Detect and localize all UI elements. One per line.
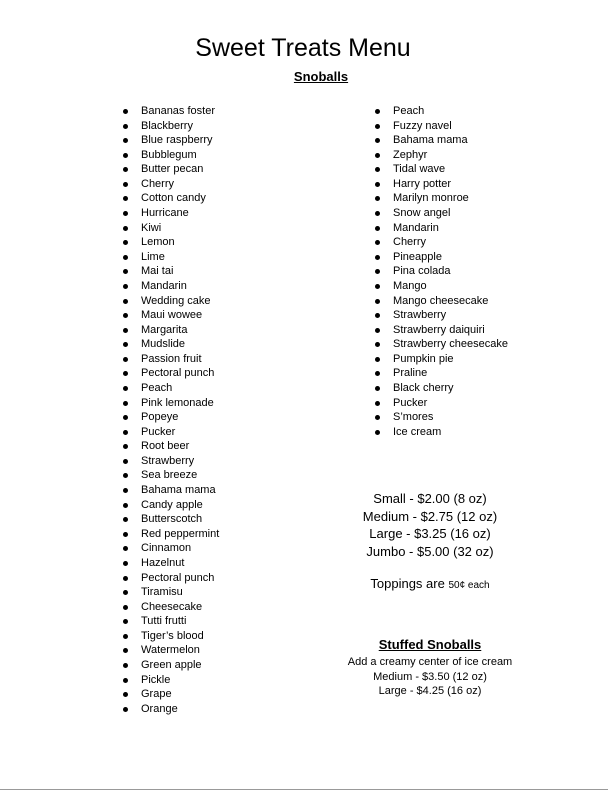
flavor-item: Strawberry: [375, 308, 508, 323]
flavor-item: Cherry: [123, 177, 219, 192]
size-price: Jumbo - $5.00 (32 oz): [366, 543, 494, 559]
flavor-item: Candy apple: [123, 498, 219, 513]
flavor-item: Hurricane: [123, 206, 219, 221]
flavor-item: Bubblegum: [123, 148, 219, 163]
flavor-item: Tutti frutti: [123, 614, 219, 629]
flavor-item: Mai tai: [123, 264, 219, 279]
flavor-item: Marilyn monroe: [375, 191, 508, 206]
toppings-label: Toppings are: [370, 576, 449, 591]
flavor-item: Pickle: [123, 673, 219, 688]
flavor-item: Peach: [123, 381, 219, 396]
flavor-item: Cotton candy: [123, 191, 219, 206]
flavor-item: Cheesecake: [123, 600, 219, 615]
stuffed-snoballs-details: [310, 655, 550, 699]
stuffed-description: Add a creamy center of ice cream: [347, 656, 513, 668]
flavor-item: Pectoral punch: [123, 366, 219, 381]
flavor-item: Ice cream: [375, 425, 508, 440]
flavor-item: Watermelon: [123, 643, 219, 658]
flavor-item: Pumpkin pie: [375, 352, 508, 367]
flavor-item: Pectoral punch: [123, 571, 219, 586]
stuffed-price-medium: Medium - $3.50 (12 oz): [373, 670, 487, 683]
flavor-item: Margarita: [123, 323, 219, 338]
stuffed-price-large: Large - $4.25 (16 oz): [378, 685, 482, 697]
flavor-item: Tidal wave: [375, 162, 508, 177]
flavor-item: Mango cheesecake: [375, 294, 508, 309]
size-price: Large - $3.25 (16 oz): [369, 526, 491, 541]
page-bottom-divider: [0, 789, 608, 790]
flavor-item: Sea breeze: [123, 468, 219, 483]
flavor-item: Orange: [123, 702, 219, 717]
flavor-item: Lime: [123, 250, 219, 265]
flavor-item: Mandarin: [375, 221, 508, 236]
section-title-snoballs: Snoballs: [293, 69, 349, 84]
flavor-item: Harry potter: [375, 177, 508, 192]
flavor-item: Maui wowee: [123, 308, 219, 323]
flavor-item: Hazelnut: [123, 556, 219, 571]
flavor-item: Pineapple: [375, 250, 508, 265]
flavor-list-left: [123, 104, 219, 716]
flavor-item: Black cherry: [375, 381, 508, 396]
toppings-price: 50¢ each: [448, 580, 490, 591]
flavor-item: Tiger’s blood: [123, 629, 219, 644]
flavor-item: Zephyr: [375, 148, 508, 163]
flavor-item: Wedding cake: [123, 294, 219, 309]
flavor-item: Pina colada: [375, 264, 508, 279]
flavor-item: Lemon: [123, 235, 219, 250]
size-price: Small - $2.00 (8 oz): [373, 491, 487, 506]
flavor-list-right: [375, 104, 508, 439]
flavor-item: Butter pecan: [123, 162, 219, 177]
toppings-note: [330, 576, 530, 591]
stuffed-snoballs-title: Stuffed Snoballs: [378, 637, 482, 652]
flavor-item: Strawberry daiquiri: [375, 323, 508, 338]
size-price: Medium - $2.75 (12 oz): [362, 508, 498, 524]
flavor-item: Grape: [123, 687, 219, 702]
flavor-item: Bahama mama: [375, 133, 508, 148]
flavor-item: Blackberry: [123, 119, 219, 134]
flavor-item: Mango: [375, 279, 508, 294]
flavor-item: Mudslide: [123, 337, 219, 352]
flavor-item: Peach: [375, 104, 508, 119]
flavor-item: Snow angel: [375, 206, 508, 221]
flavor-item: Butterscotch: [123, 512, 219, 527]
size-price-list: [330, 490, 530, 560]
flavor-item: Red peppermint: [123, 527, 219, 542]
flavor-item: Bananas foster: [123, 104, 219, 119]
flavor-item: Strawberry cheesecake: [375, 337, 508, 352]
flavor-item: Bahama mama: [123, 483, 219, 498]
flavor-item: Strawberry: [123, 454, 219, 469]
flavor-item: S’mores: [375, 410, 508, 425]
flavor-item: Pucker: [123, 425, 219, 440]
flavor-item: Tiramisu: [123, 585, 219, 600]
flavor-item: Popeye: [123, 410, 219, 425]
flavor-item: Kiwi: [123, 221, 219, 236]
flavor-item: Pink lemonade: [123, 396, 219, 411]
flavor-item: Blue raspberry: [123, 133, 219, 148]
page-title: Sweet Treats Menu: [195, 34, 411, 62]
flavor-item: Cinnamon: [123, 541, 219, 556]
flavor-item: Pucker: [375, 396, 508, 411]
flavor-item: Root beer: [123, 439, 219, 454]
flavor-item: Fuzzy navel: [375, 119, 508, 134]
flavor-item: Praline: [375, 366, 508, 381]
flavor-item: Mandarin: [123, 279, 219, 294]
flavor-item: Green apple: [123, 658, 219, 673]
flavor-item: Cherry: [375, 235, 508, 250]
flavor-item: Passion fruit: [123, 352, 219, 367]
